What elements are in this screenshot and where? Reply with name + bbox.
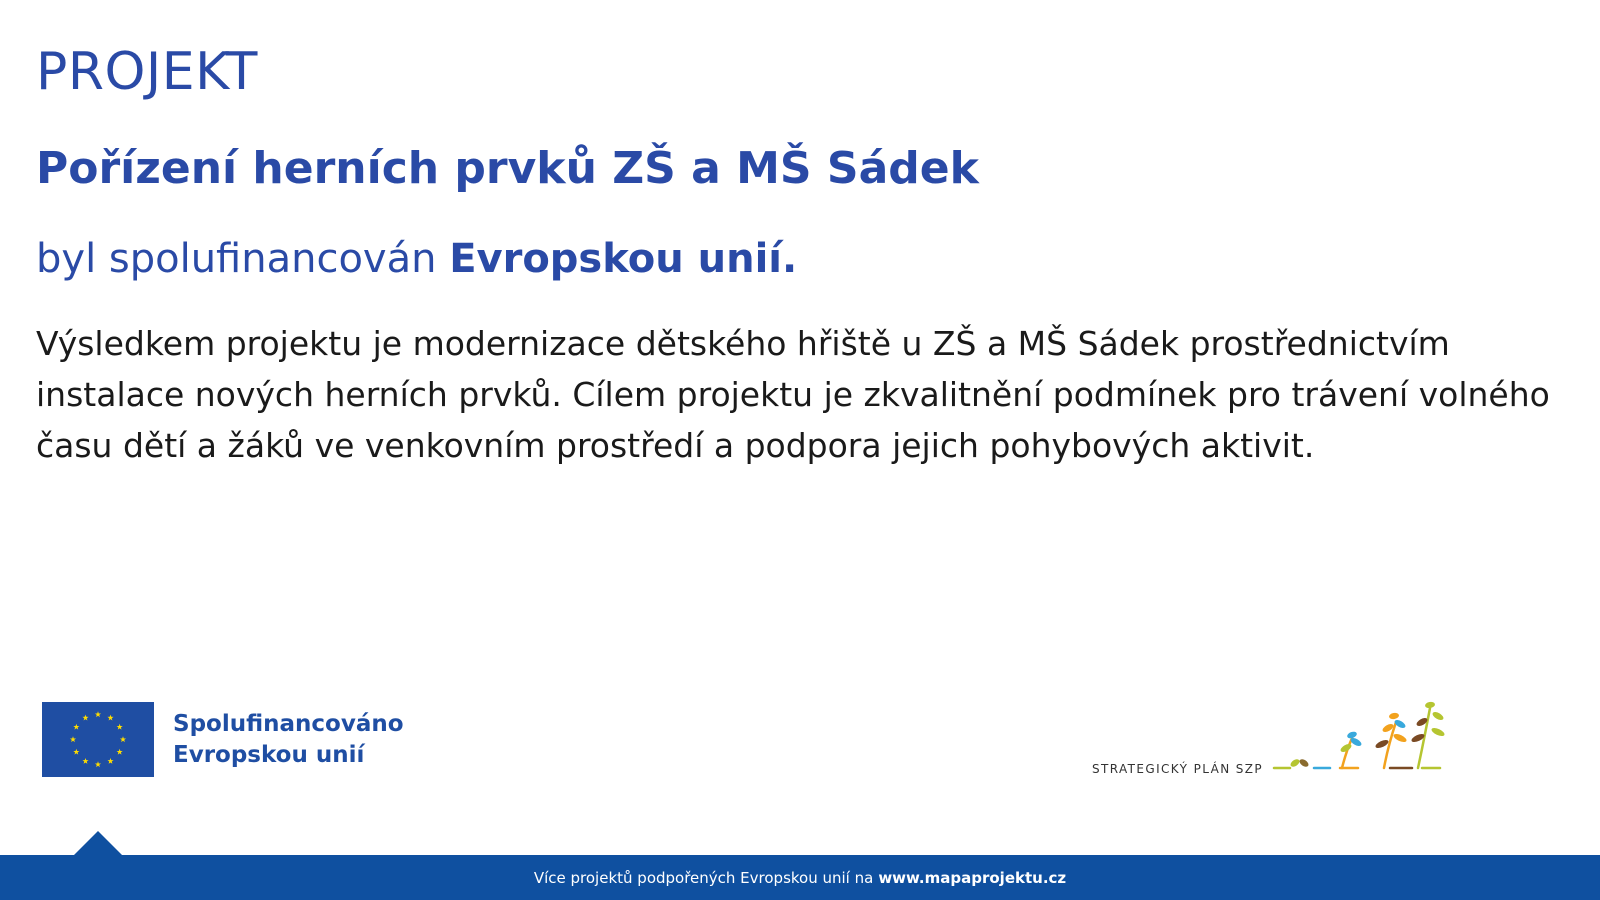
project-description: Výsledkem projektu je modernizace dětského hřiště u ZŠ a MŠ Sádek prostřednictvím instalace nových herních prvků. Cílem projektu je zkvalitnění podmínek pro trávení volného času dětí a žáků ve venkovním prostředí a podpora jejich pohybových aktivit. [36, 324, 1550, 465]
strategic-plan-logo [1092, 700, 1462, 780]
strategic-plan-text: STRATEGICKÝ PLÁN SZP [1092, 762, 1264, 776]
footer-notch [73, 831, 123, 856]
eu-text-line1: Spolufinancováno [173, 710, 404, 737]
eu-text-line2: Evropskou unií [173, 741, 365, 768]
footer-text: Více projektů podpořených Evropskou unií na [533, 868, 874, 887]
footer-bar [0, 855, 1600, 900]
eu-flag-icon [42, 702, 154, 777]
eu-cofinanced-logo [42, 702, 404, 777]
page-label: PROJEKT [36, 42, 258, 102]
funding-source: Evropskou unií. [449, 236, 798, 282]
footer-link[interactable]: www.mapaprojektu.cz [878, 868, 1067, 887]
eu-cofinanced-text [173, 709, 404, 771]
sprouting-plants-icon [1272, 700, 1462, 780]
funding-statement [36, 236, 797, 282]
funding-prefix: byl spolufinancován [36, 236, 437, 282]
project-title: Pořízení herních prvků ZŠ a MŠ Sádek [36, 143, 979, 194]
